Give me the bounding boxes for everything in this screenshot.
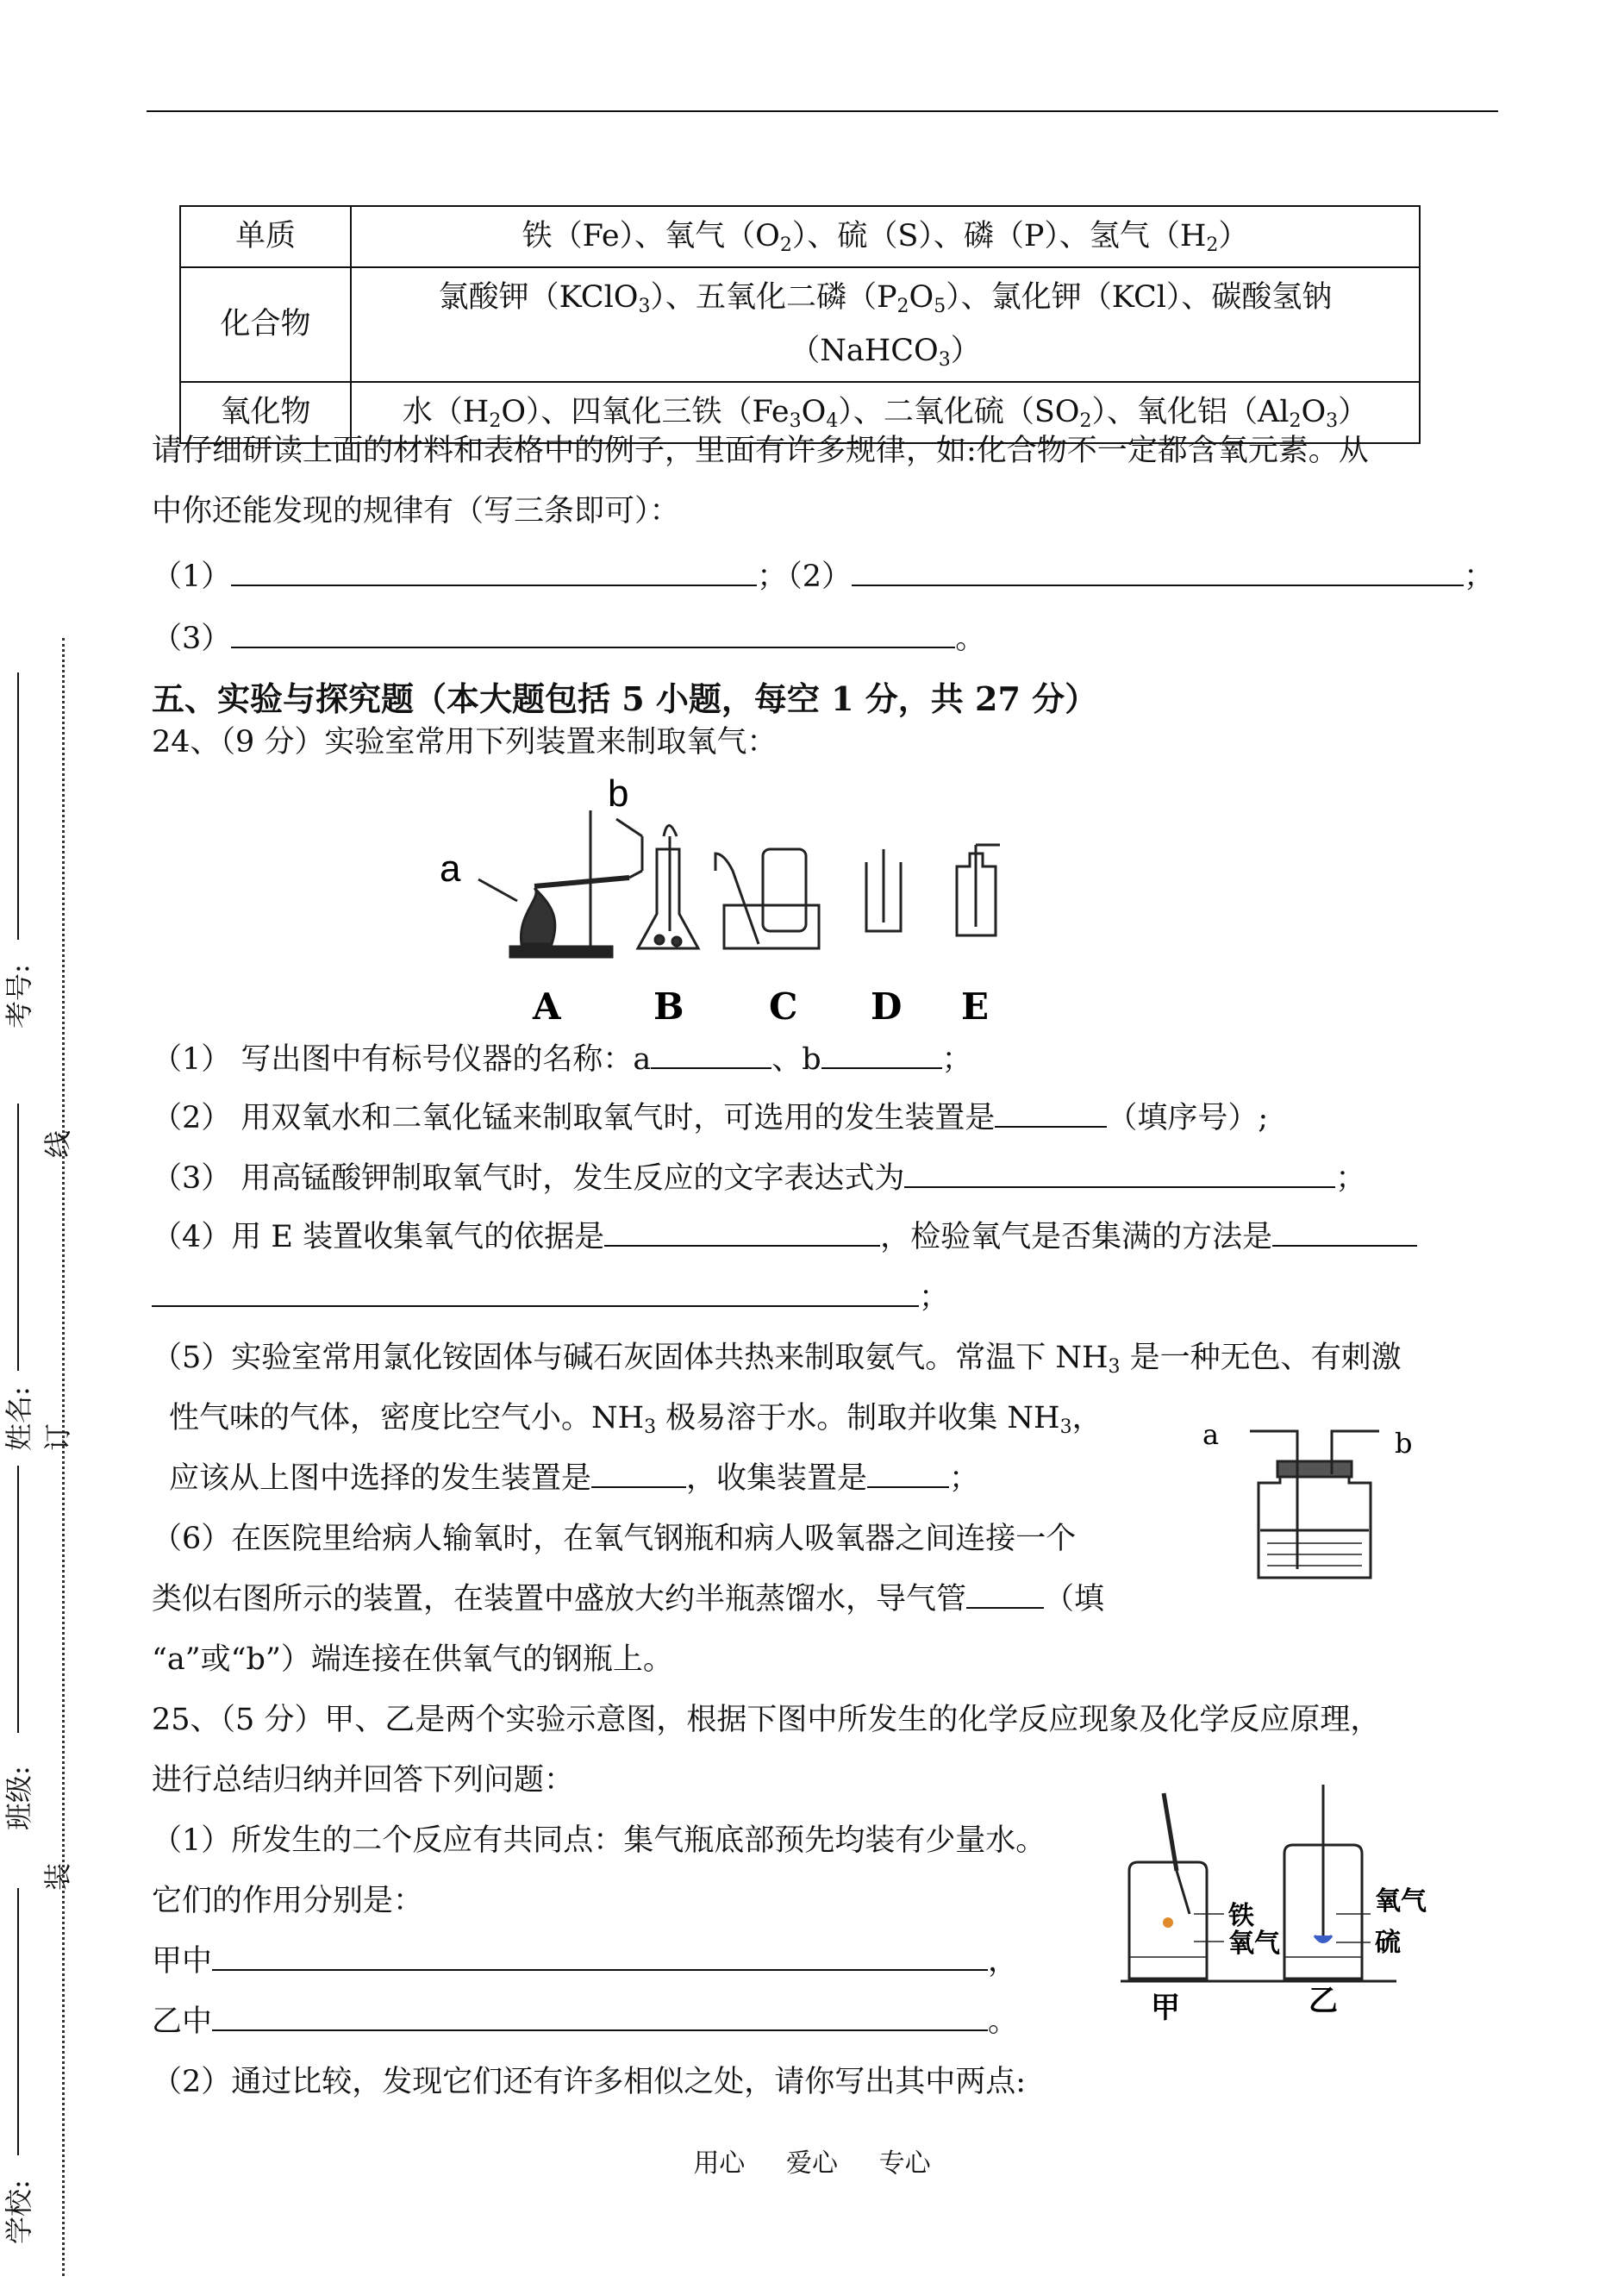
answer-blank[interactable] (651, 1041, 771, 1069)
label-sulfur: 硫 (1375, 1928, 1401, 1958)
label-a-leader (478, 879, 517, 901)
page-footer: 用心 爱心 专心 (693, 2148, 931, 2179)
q23-label-3: （3） (152, 622, 232, 656)
q24-6-line2 (152, 1581, 1104, 1617)
table-head: 单质 (180, 206, 351, 267)
q24-4-end: ； (919, 1280, 950, 1315)
collecting-bottle (763, 849, 806, 931)
q24-5-text-b: ，收集装置是 (686, 1461, 868, 1496)
q24-5-line2: 性气味的气体，密度比空气小。$NH_3$ 极易溶于水。制取并收集 $NH_3$， (169, 1401, 1102, 1438)
q24-5-text: 应该从上图中选择的发生装置是 (169, 1461, 592, 1496)
side-zhuang: 装 (41, 1862, 74, 1891)
binding-line-4 (17, 1888, 19, 2155)
label-iron: 铁 (1228, 1901, 1254, 1931)
answer-blank[interactable] (231, 621, 955, 648)
q24-intro: 24、（9 分）实验室常用下列装置来制取氧气： (152, 725, 778, 760)
conical-flask (638, 849, 698, 948)
tube-c (715, 854, 759, 944)
table-cell: 铁（Fe）、氧气$(O_2)$、硫（S）、磷（P）、氢气$(H_2)$ (351, 206, 1420, 267)
side-kaohao: 考号: (3, 964, 35, 1029)
side-xian: 线 (41, 1129, 74, 1158)
answer-blank[interactable] (852, 559, 1464, 586)
stand-base (510, 947, 612, 957)
answer-blank[interactable] (867, 1460, 949, 1488)
q24-4-cont (152, 1279, 949, 1316)
binding-line-3 (17, 1466, 19, 1733)
side-ding: 订 (41, 1423, 74, 1451)
q25-1b: 它们的作用分别是： (152, 1884, 424, 1918)
answer-blank[interactable] (231, 559, 757, 586)
label-C: C (769, 985, 798, 1028)
label-oxygen2: 氧气 (1375, 1886, 1427, 1917)
q23-blanks-row1 (152, 559, 1494, 595)
q24-5-line1: （5）实验室常用氯化铵固体与碱石灰固体共热来制取氨气。常温下 $NH_3$ 是一种无色、有刺激 (152, 1341, 1402, 1378)
stopper (1277, 1461, 1352, 1477)
q24-1-text-b: 、b (771, 1042, 821, 1077)
bottle-label-a: a (1202, 1418, 1220, 1451)
answer-blank[interactable] (591, 1460, 686, 1488)
apparatus-diagram (431, 767, 1052, 1035)
q24-2-end: （填序号）; (1107, 1101, 1269, 1135)
q25-jia (152, 1943, 1018, 1979)
q25-yi (152, 2004, 1018, 2040)
answer-blank[interactable] (1272, 1219, 1417, 1247)
label-A: A (533, 985, 561, 1028)
diagram-label-a: a (440, 847, 461, 890)
alcohol-lamp (521, 888, 554, 944)
tube-long (1250, 1431, 1297, 1569)
funnel (664, 826, 677, 837)
binding-line-1 (17, 672, 19, 940)
answer-blank[interactable] (995, 1100, 1107, 1128)
q24-1-text: （1） 写出图中有标号仪器的名称：a (152, 1042, 652, 1077)
answer-blank[interactable] (212, 1943, 988, 1971)
q23-line2: 中你还能发现的规律有（写三条即可）： (152, 494, 680, 528)
label-jia: 甲 (1151, 1991, 1180, 2025)
crucible-tongs (1164, 1793, 1177, 1871)
answer-blank[interactable] (604, 1219, 880, 1247)
side-xuexiao: 学校: (3, 2179, 35, 2244)
answer-blank[interactable] (152, 1279, 919, 1307)
table-cell: 水$(H_2O)$、四氧化三铁$(Fe_3O_4)$、二氧化硫$(SO_2)$、氧化铝$(Al_2O_3)$ (351, 382, 1420, 443)
solid-reagent (655, 935, 664, 944)
q24-4 (152, 1219, 1417, 1255)
q24-4-mid: ，检验氧气是否集满的方法是 (880, 1220, 1273, 1254)
q24-6-text-b: （填 (1044, 1582, 1105, 1617)
answer-blank[interactable] (821, 1041, 942, 1069)
table-head: 氧化物 (180, 382, 351, 443)
q23-end: 。 (955, 622, 986, 656)
label-E: E (961, 985, 990, 1028)
table-head: 化合物 (180, 267, 351, 382)
combustion-diagram (1112, 1785, 1491, 2026)
bottle-body (1259, 1466, 1371, 1578)
q24-6-line3: “a”或“b”）端连接在供氧气的钢瓶上。 (152, 1642, 673, 1677)
table-cell: 氯酸钾（KClO$_3$）、五氧化二磷$(P_2O_5)$、氯化钾（KCl）、碳酸氢钠 （NaHCO$_3$） (351, 267, 1420, 382)
q23-blanks-row2 (152, 621, 985, 657)
q25-line1: 25、（5 分）甲、乙是两个实验示意图，根据下图中所发生的化学反应现象及化学反应原理， (152, 1703, 1381, 1737)
tube-mouth (629, 871, 642, 878)
q25-yi-end: 。 (988, 2004, 1019, 2039)
q25-2: （2）通过比较，发现它们还有许多相似之处，请你写出其中两点: (152, 2065, 1027, 2099)
answer-blank[interactable] (212, 2004, 988, 2031)
q24-6-line1: （6）在医院里给病人输氧时，在氧气钢瓶和病人吸氧器之间连接一个 (152, 1522, 1077, 1556)
q23-line1: 请仔细研读上面的材料和表格中的例子，里面有许多规律，如:化合物不一定都含氧元素。从 (152, 434, 1369, 468)
test-tube (534, 878, 629, 886)
diagram-label-b: b (608, 772, 629, 815)
bottle-label-b: b (1395, 1427, 1413, 1460)
label-b-leader (616, 819, 642, 836)
sulfur-flame (1315, 1935, 1332, 1942)
side-xingming: 姓名: (3, 1386, 35, 1451)
solid-reagent (672, 937, 681, 946)
q24-2 (152, 1100, 1268, 1136)
label-D: D (871, 985, 903, 1028)
q24-6-text: 类似右图所示的装置，在装置中盛放大约半瓶蒸馏水，导气管 (152, 1582, 967, 1617)
q24-3 (152, 1160, 1365, 1197)
iron-wire (1177, 1871, 1190, 1914)
q24-1-end: ； (941, 1042, 972, 1077)
label-B: B (653, 985, 684, 1028)
q25-jia-label: 甲中 (152, 1944, 213, 1979)
q24-1 (152, 1041, 972, 1078)
binding-line-2 (17, 1104, 19, 1371)
q23-end: ； (1464, 560, 1495, 594)
answer-blank[interactable] (904, 1160, 1335, 1188)
table-row (180, 206, 1420, 267)
wash-bottle-diagram (1198, 1414, 1422, 1586)
q24-3-end: ； (1335, 1161, 1366, 1196)
answer-blank[interactable] (966, 1581, 1044, 1609)
label-yi: 乙 (1309, 1984, 1338, 2018)
q25-yi-label: 乙中 (152, 2004, 213, 2039)
header-rule (147, 110, 1498, 112)
q23-label-1: （1） (152, 560, 232, 594)
q24-2-text: （2） 用双氧水和二氧化锰来制取氧气时，可选用的发生装置是 (152, 1101, 996, 1135)
q25-jia-end: ， (988, 1944, 1019, 1979)
iron-spark (1163, 1917, 1173, 1928)
q24-3-text: （3） 用高锰酸钾制取氧气时，发生反应的文字表达式为 (152, 1161, 905, 1196)
q24-5-line3 (169, 1460, 979, 1497)
section5-title: 五、实验与探究题（本大题包括 5 小题，每空 1 分，共 27 分） (152, 679, 1098, 718)
q25-line2: 进行总结归纳并回答下列问题： (152, 1763, 575, 1798)
classification-table (179, 205, 1421, 444)
binding-dotted-line (62, 638, 65, 2276)
q23-label-2: ；（2） (757, 560, 853, 594)
q25-1: （1）所发生的二个反应有共同点：集气瓶底部预先均装有少量水。 (152, 1823, 1046, 1858)
table-row (180, 267, 1420, 382)
label-oxygen1: 氧气 (1228, 1929, 1280, 1959)
q24-4-text: （4）用 E 装置收集氧气的依据是 (152, 1220, 605, 1254)
side-banji: 班级: (3, 1766, 35, 1830)
q24-5-end: ； (949, 1461, 980, 1496)
